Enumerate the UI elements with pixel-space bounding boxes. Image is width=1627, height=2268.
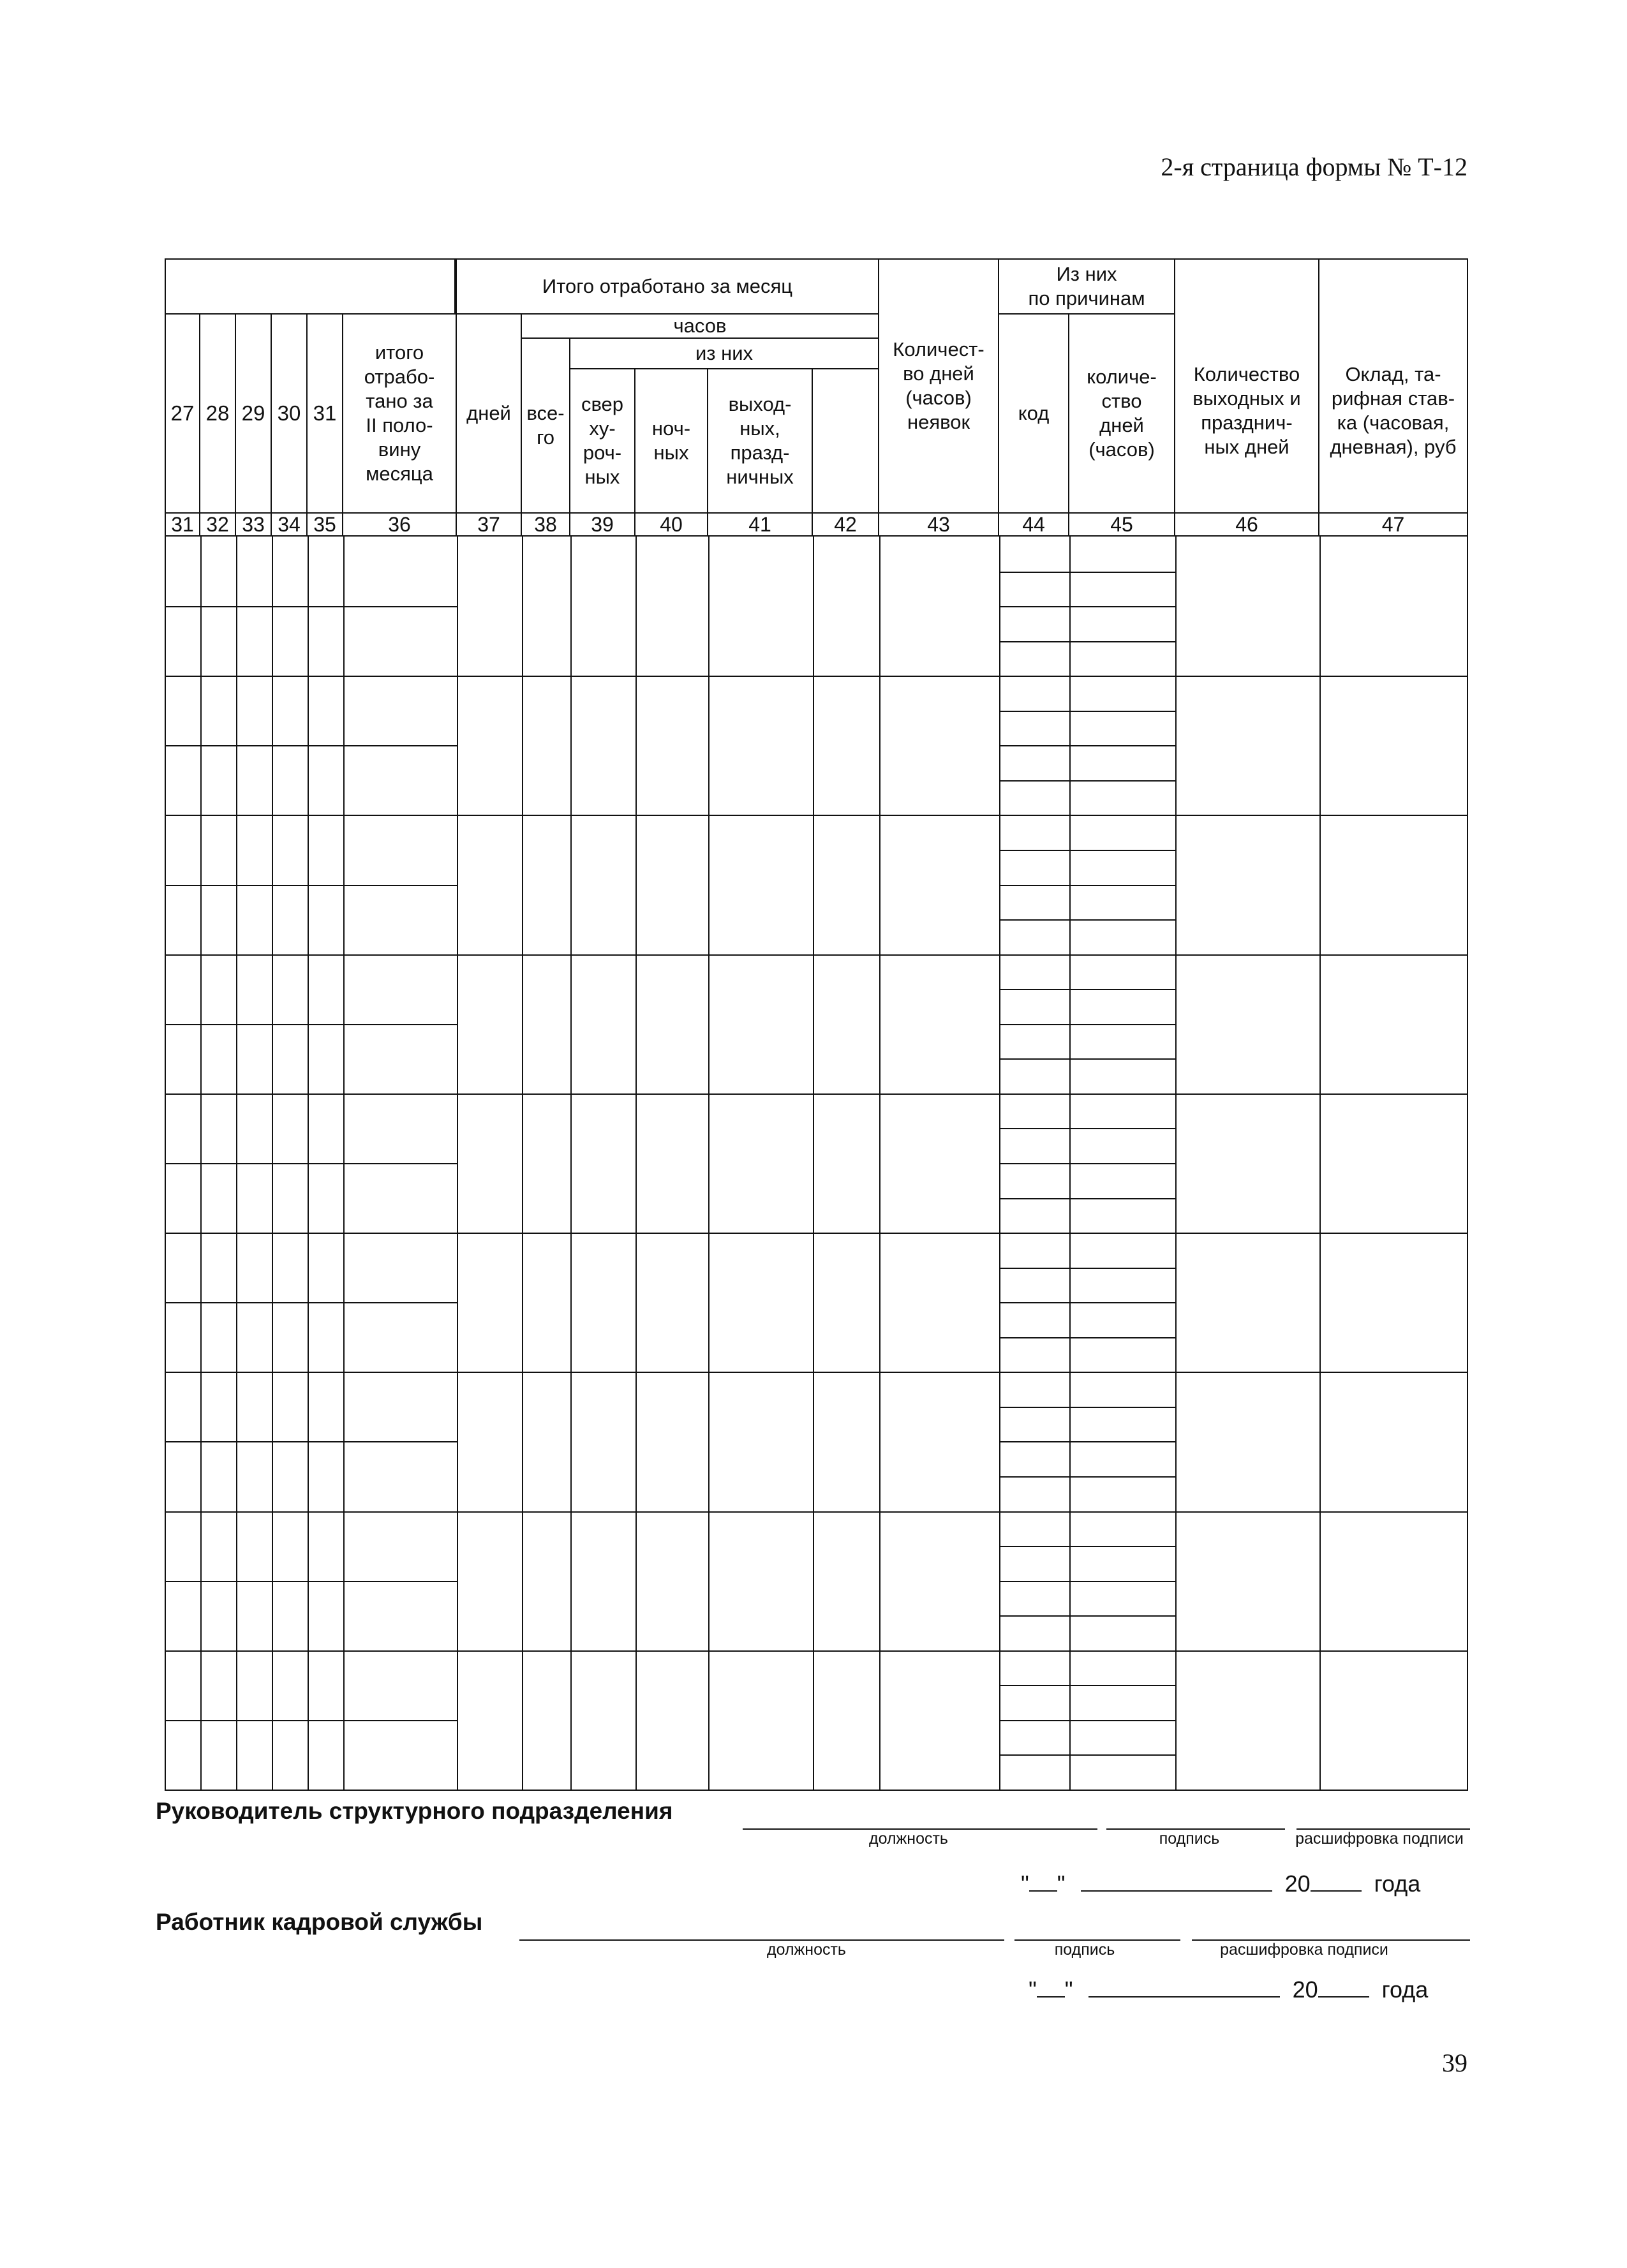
grid-column-line xyxy=(708,537,709,1790)
reason-count-header: количе- ство дней (часов) xyxy=(1068,313,1175,514)
head-date-day-field[interactable] xyxy=(1029,1871,1057,1892)
hours-total-header: все- го xyxy=(521,337,570,514)
date-quote-open: " xyxy=(1021,1871,1029,1897)
reason-subrow-divider xyxy=(999,711,1175,712)
overtime-header: свер ху- роч- ных xyxy=(569,368,635,514)
half-row-divider xyxy=(166,1163,457,1164)
reason-subrow-divider xyxy=(999,1581,1175,1582)
header-blank xyxy=(165,258,456,315)
hr-date-year-field[interactable] xyxy=(1318,1977,1369,1997)
reason-subrow-divider xyxy=(999,1615,1175,1617)
day-column-31: 31 xyxy=(306,313,343,514)
timesheet-body xyxy=(165,537,1468,1791)
column-number: 44 xyxy=(998,512,1069,537)
grid-column-line xyxy=(635,537,637,1790)
page-number: 39 xyxy=(1442,2049,1467,2077)
hr-date-day-field[interactable] xyxy=(1037,1977,1065,1997)
column-number: 41 xyxy=(707,512,813,537)
reason-subrow-divider xyxy=(999,885,1175,886)
reason-subrow-divider xyxy=(999,1476,1175,1478)
hr-date-row xyxy=(1029,1976,1428,2003)
reason-subrow-divider xyxy=(999,919,1175,921)
reason-subrow-divider xyxy=(999,1198,1175,1199)
reason-subrow-divider xyxy=(999,1685,1175,1686)
day-column-29: 29 xyxy=(235,313,272,514)
date-quote-close: " xyxy=(1064,1976,1073,2003)
reason-subrow-divider xyxy=(999,572,1175,573)
day-column-27: 27 xyxy=(165,313,200,514)
column-number: 37 xyxy=(456,512,522,537)
column-number: 38 xyxy=(521,512,570,537)
column-number: 32 xyxy=(199,512,236,537)
column-number: 33 xyxy=(235,512,272,537)
head-date-year-field[interactable] xyxy=(1311,1871,1362,1892)
employee-row-divider xyxy=(166,1511,1467,1513)
date-quote-open: " xyxy=(1029,1976,1037,2003)
night-header: ноч- ных xyxy=(634,368,708,514)
code-header: код xyxy=(998,313,1069,514)
timesheet-header xyxy=(165,258,1468,537)
column-number: 47 xyxy=(1318,512,1468,537)
half-row-divider xyxy=(166,1720,457,1721)
half-row-divider xyxy=(166,745,457,746)
grid-column-line xyxy=(813,537,814,1790)
reason-subrow-divider xyxy=(999,1302,1175,1303)
salary-rate-header: Оклад, та- рифная став- ка (часовая, дневная), руб xyxy=(1318,258,1468,514)
half-row-divider xyxy=(166,1581,457,1582)
date-year-suffix: года xyxy=(1381,1976,1429,2003)
reason-subrow-divider xyxy=(999,606,1175,607)
column-number: 42 xyxy=(812,512,879,537)
employee-row-divider xyxy=(166,1233,1467,1234)
column-number: 46 xyxy=(1174,512,1319,537)
hr-title: Работник кадровой службы xyxy=(156,1909,483,1935)
reason-subrow-divider xyxy=(999,745,1175,746)
head-signature-block xyxy=(156,1798,1470,1874)
date-year-prefix: 20 xyxy=(1284,1871,1311,1897)
employee-row-divider xyxy=(166,1372,1467,1373)
reason-subrow-divider xyxy=(999,1337,1175,1338)
half-row-divider xyxy=(166,1024,457,1025)
hours-header: часов xyxy=(521,313,879,339)
half-row-divider xyxy=(166,1441,457,1442)
head-caption-sign: подпись xyxy=(1159,1830,1220,1848)
reason-subrow-divider xyxy=(999,1441,1175,1442)
hr-date-month-field[interactable] xyxy=(1088,1977,1280,1997)
column-number: 35 xyxy=(306,512,343,537)
reason-subrow-divider xyxy=(999,850,1175,851)
column-number: 36 xyxy=(342,512,457,537)
reason-subrow-divider xyxy=(999,1128,1175,1129)
hr-caption-sign: подпись xyxy=(1054,1941,1115,1959)
grid-column-line xyxy=(1319,537,1321,1790)
head-date-row xyxy=(1021,1871,1420,1897)
employee-row-divider xyxy=(166,1093,1467,1095)
half-month-total-header: итого отрабо- тано за II поло- вину месяца xyxy=(342,313,457,514)
grid-column-line xyxy=(1175,537,1177,1790)
reason-subrow-divider xyxy=(999,1720,1175,1721)
half-row-divider xyxy=(166,606,457,607)
column-number: 45 xyxy=(1068,512,1175,537)
column-number: 34 xyxy=(271,512,308,537)
column-number: 31 xyxy=(165,512,200,537)
month-total-group-header: Итого отработано за месяц xyxy=(456,258,879,315)
absence-count-header: Количест- во дней (часов) неявок xyxy=(878,258,999,514)
reason-subrow-divider xyxy=(999,1163,1175,1164)
reasons-group-header: Из них по причинам xyxy=(998,258,1175,315)
reason-subrow-divider xyxy=(999,1754,1175,1756)
head-caption-name: расшифровка подписи xyxy=(1295,1830,1464,1848)
column-number: 40 xyxy=(634,512,708,537)
grid-column-line xyxy=(879,537,880,1790)
reason-subrow-divider xyxy=(999,641,1175,642)
reason-subrow-divider xyxy=(999,1546,1175,1547)
hours-extra-header xyxy=(812,368,879,514)
days-header: дней xyxy=(456,313,522,514)
head-date-month-field[interactable] xyxy=(1081,1871,1272,1892)
date-quote-close: " xyxy=(1057,1871,1066,1897)
head-title: Руководитель структурного подразделения xyxy=(156,1798,673,1824)
column-number: 39 xyxy=(569,512,635,537)
reason-subrow-divider xyxy=(999,1024,1175,1025)
column-number: 43 xyxy=(878,512,999,537)
of-them-header: из них xyxy=(569,337,879,369)
reason-subrow-divider xyxy=(999,780,1175,782)
hr-caption-position: должность xyxy=(767,1941,846,1959)
grid-column-line xyxy=(522,537,523,1790)
reason-subrow-divider xyxy=(999,1058,1175,1060)
reason-subrow-divider xyxy=(999,989,1175,990)
employee-row-divider xyxy=(166,1650,1467,1652)
page-header: 2-я страница формы № Т-12 xyxy=(1161,152,1467,181)
employee-row-divider xyxy=(166,676,1467,677)
grid-column-line xyxy=(457,537,458,1790)
reason-subrow-divider xyxy=(999,1407,1175,1408)
hr-signature-block xyxy=(156,1909,1470,1985)
head-caption-position: должность xyxy=(869,1830,948,1848)
hr-caption-name: расшифровка подписи xyxy=(1220,1941,1388,1959)
employee-row-divider xyxy=(166,815,1467,816)
day-column-28: 28 xyxy=(199,313,236,514)
grid-column-line xyxy=(570,537,572,1790)
day-column-30: 30 xyxy=(271,313,308,514)
employee-row-divider xyxy=(166,954,1467,956)
half-row-divider xyxy=(166,885,457,886)
half-row-divider xyxy=(166,1302,457,1303)
reason-subrow-divider xyxy=(999,1268,1175,1269)
date-year-suffix: года xyxy=(1374,1871,1421,1897)
weekends-count-header: Количество выходных и празднич- ных дней xyxy=(1174,258,1319,514)
holiday-header: выход- ных, празд- ничных xyxy=(707,368,813,514)
date-year-prefix: 20 xyxy=(1292,1976,1318,2003)
